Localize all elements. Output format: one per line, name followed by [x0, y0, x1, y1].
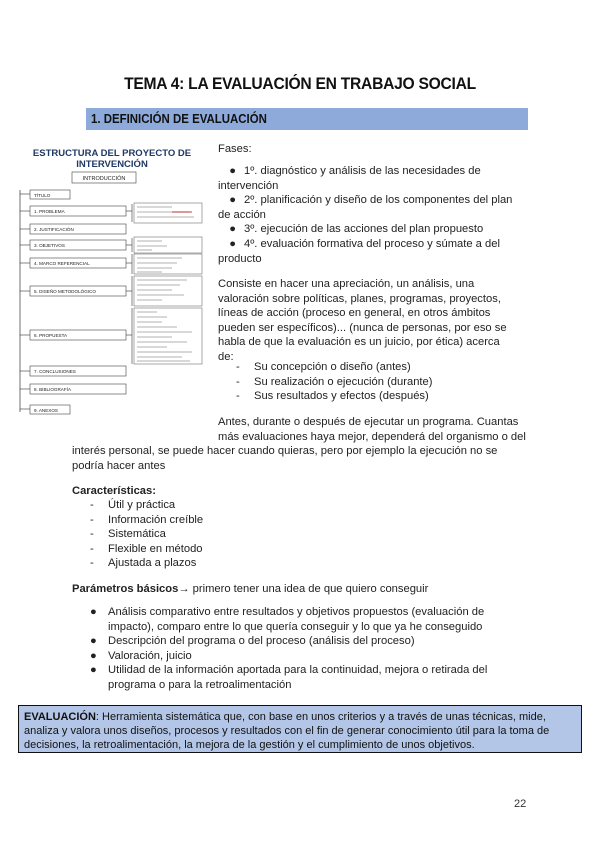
- list-item: ● 4º. evaluación formativa del proceso y súmate a del producto: [218, 237, 500, 265]
- diagram-box: 4. MARCO REFERENCIAL: [34, 261, 90, 266]
- definition-term: EVALUACIÓN: [24, 711, 96, 723]
- diagram-box: 7. CONCLUSIONES: [34, 369, 76, 374]
- list-item: ● Descripción del programa o del proceso (análisis del proceso): [90, 635, 415, 648]
- fases-label: Fases:: [218, 143, 252, 155]
- page-number: 22: [514, 798, 527, 810]
- diagram-box: 1. PROBLEMA: [34, 209, 65, 214]
- caracteristicas-title: Características:: [72, 485, 156, 497]
- list-item: - Sus resultados y efectos (después): [236, 390, 429, 403]
- diagram-box: 5. DISEÑO METODOLÓGICO: [34, 289, 96, 294]
- diagram-box: 2. JUSTIFICACIÓN: [34, 227, 74, 232]
- list-item: ● Valoración, juicio: [90, 649, 192, 662]
- diagram-title-line2: INTERVENCIÓN: [76, 159, 148, 170]
- fases-list: [218, 164, 518, 266]
- list-item: ● Utilidad de la información aportada para la continuidad, mejora o retirada del programa o para la retroalimentación: [90, 664, 488, 691]
- bullet-icon: ●: [90, 635, 97, 648]
- list-item: - Útil y práctica: [90, 499, 176, 511]
- section-title: 1. DEFINICIÓN DE EVALUACIÓN: [91, 111, 267, 126]
- list-item: - Sistemática: [90, 528, 166, 541]
- list-item: - Información creíble: [90, 513, 204, 526]
- diagram-title-line1: ESTRUCTURA DEL PROYECTO DE: [32, 148, 192, 159]
- paragraph-consiste: Consiste en hacer una apreciación, un análisis, una valoración sobre políticas, planes, programas, proyectos, líneas de acción (proceso en general, en otros ámbitos pueden ser específicos)... (nunca de personas, por eso se habla de que la evaluación es un juicio, por ética) acerca de:: [218, 278, 507, 363]
- definition-text: : Herramienta sistemática que, con base en unos criterios y a través de unas técnicas, mide, analiza y valora unos diseños, procesos y resultados con el fin de generar conocimiento útil para la toma de decisiones, la retroalimentación, la mejora de la gestión y el cumplimiento de unos objetivos.: [24, 711, 550, 751]
- evaluation-moments-list: [236, 360, 432, 404]
- paragraph-antes-b: interés personal, se puede hacer cuando quieras, pero por ejemplo la ejecución no se podría hacer antes: [72, 445, 498, 472]
- paragraph-antes-a: Antes, durante o después de ejecutar un programa. Cuantas más evaluaciones haya mejor, dependerá del organismo o del: [218, 416, 526, 443]
- parametros-list: [90, 605, 500, 693]
- diagram-box: 3. OBJETIVOS: [34, 243, 65, 248]
- diagram-box: TÍTULO: [34, 193, 51, 198]
- list-item: ● 1º. diagnóstico y análisis de las necesidades de intervención: [218, 165, 481, 192]
- diagram-box: 9. ANEXOS: [34, 408, 59, 413]
- parametros-label: Parámetros básicos: [72, 583, 179, 595]
- list-item: ● 2º. planificación y diseño de los componentes del plan de acción: [218, 194, 513, 221]
- bullet-icon: ●: [229, 237, 236, 250]
- bullet-icon: ●: [229, 223, 236, 236]
- diagram-box: 8. BIBLIOGRAFÍA: [34, 387, 72, 392]
- diagram-box: 6. PROPUESTA: [34, 333, 68, 338]
- definition-box: [18, 705, 582, 753]
- list-item: - Su concepción o diseño (antes): [236, 361, 411, 373]
- list-item: ● Análisis comparativo entre resultados y objetivos propuestos (evaluación de impacto), comparo entre lo que quería conseguir y lo que ya he conseguido: [90, 606, 485, 633]
- bullet-icon: ●: [90, 649, 97, 662]
- project-structure-diagram: [12, 140, 212, 425]
- arrow-icon: →: [178, 583, 190, 595]
- bullet-icon: ●: [90, 664, 97, 677]
- parametros-line: Parámetros básicos→ primero tener una idea de que quiero conseguir: [72, 583, 429, 595]
- list-item: ● 3º. ejecución de las acciones del plan propuesto: [218, 222, 518, 237]
- list-item: - Flexible en método: [90, 542, 203, 555]
- page-title: TEMA 4: LA EVALUACIÓN EN TRABAJO SOCIAL: [124, 74, 476, 93]
- list-item: - Su realización o ejecución (durante): [236, 375, 433, 388]
- bullet-icon: ●: [229, 165, 236, 177]
- diagram-top-box: INTRODUCCIÓN: [82, 176, 126, 182]
- bullet-icon: ●: [229, 194, 236, 207]
- bullet-icon: ●: [90, 606, 97, 618]
- list-item: - Ajustada a plazos: [90, 557, 197, 570]
- diagram-boxes: [30, 190, 126, 414]
- caracteristicas-list: [90, 498, 203, 571]
